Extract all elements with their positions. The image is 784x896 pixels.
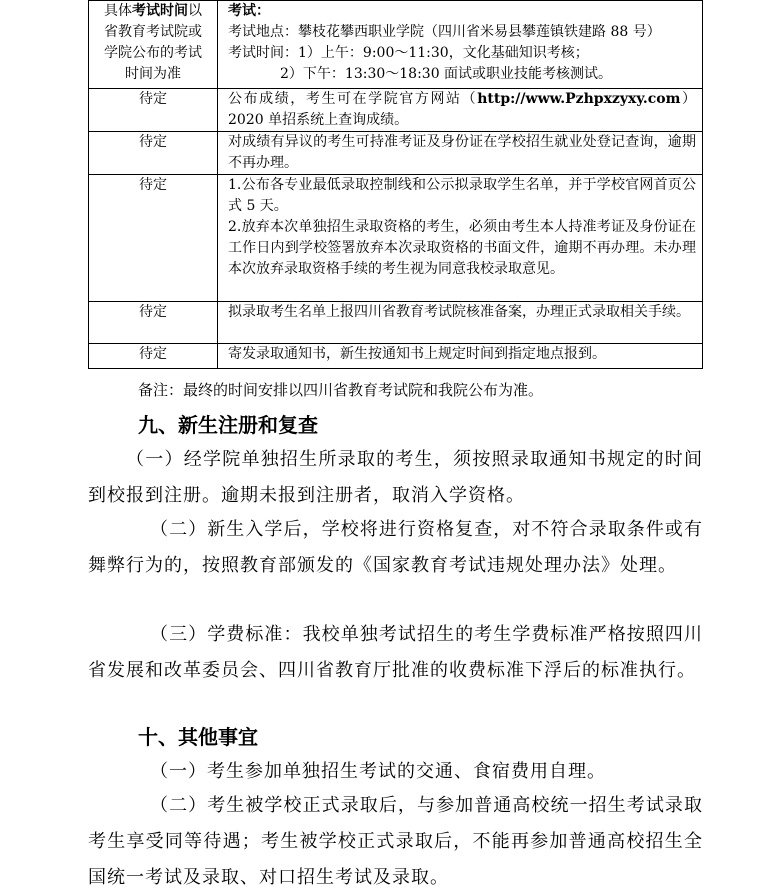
table-row: [89, 132, 703, 175]
schedule-table: [88, 0, 703, 369]
detail-cell: 公布成绩，考生可在学院官方网站（http://www.Pzhpxzyxy.com）2020 单招系统上查询成绩。: [218, 89, 703, 132]
detail-cell: 对成绩有异议的考生可持准考证及身份证在学校招生就业处登记查询，逾期不再办理。: [218, 132, 703, 175]
paragraph: （一）经学院单独招生所录取的考生，须按照录取通知书规定的时间到校报到注册。逾期未报到注册者，取消入学资格。: [88, 449, 703, 506]
table-row: [89, 1, 703, 89]
detail-cell: 1.公布各专业最低录取控制线和公示拟录取学生名单，并于学校官网首页公式 5 天。 2.放弃本次单独招生录取资格的考生，必须由考生本人持准考证及身份证在工作日内到学校签署放弃本次录取资格的书面文件，逾期不再办理。未办理本次放弃录取资格手续的考生视为同意我校录取意见。: [218, 175, 703, 302]
time-cell: 待定: [89, 175, 218, 302]
section-heading: 十、其他事宜: [138, 725, 258, 749]
time-cell: 具体考试时间以 省教育考试院或 学院公布的考试 时间为准: [89, 1, 218, 89]
table-row: [89, 89, 703, 132]
table-row: [89, 302, 703, 344]
paragraph: （二）新生入学后，学校将进行资格复查，对不符合录取条件或有舞弊行为的，按照教育部颁发的《国家教育考试违规处理办法》处理。: [88, 519, 703, 576]
time-cell: 待定: [89, 344, 218, 369]
website-link[interactable]: http://www.Pzhpxzyxy.com: [477, 91, 681, 107]
time-cell: 待定: [89, 89, 218, 132]
detail-cell: 拟录取考生名单上报四川省教育考试院核准备案，办理正式录取相关手续。: [218, 302, 703, 344]
paragraph: （一）考生参加单独招生考试的交通、食宿费用自理。: [150, 761, 606, 782]
detail-cell: 寄发录取通知书，新生按通知书上规定时间到指定地点报到。: [218, 344, 703, 369]
detail-cell: 考试： 考试地点：攀枝花攀西职业学院（四川省米易县攀莲镇铁建路 88 号） 考试时间：1）上午：9:00～11:30，文化基础知识考核； 2）下午：13:30～18:30 面试或职业技能考核测试。: [218, 1, 703, 89]
table-row: [89, 175, 703, 302]
section-heading: 九、新生注册和复查: [138, 413, 318, 437]
time-cell: 待定: [89, 302, 218, 344]
table-row: [89, 344, 703, 369]
paragraph: （三）学费标准：我校单独考试招生的考生学费标准严格按照四川省发展和改革委员会、四川省教育厅批准的收费标准下浮后的标准执行。: [88, 624, 703, 681]
footnote: 备注：最终的时间安排以四川省教育考试院和我院公布为准。: [138, 381, 544, 399]
paragraph: （二）考生被学校正式录取后，与参加普通高校统一招生考试录取考生享受同等待遇；考生被学校正式录取后，不能再参加普通高校招生全国统一考试及录取、对口招生考试及录取。: [88, 795, 703, 888]
time-cell: 待定: [89, 132, 218, 175]
